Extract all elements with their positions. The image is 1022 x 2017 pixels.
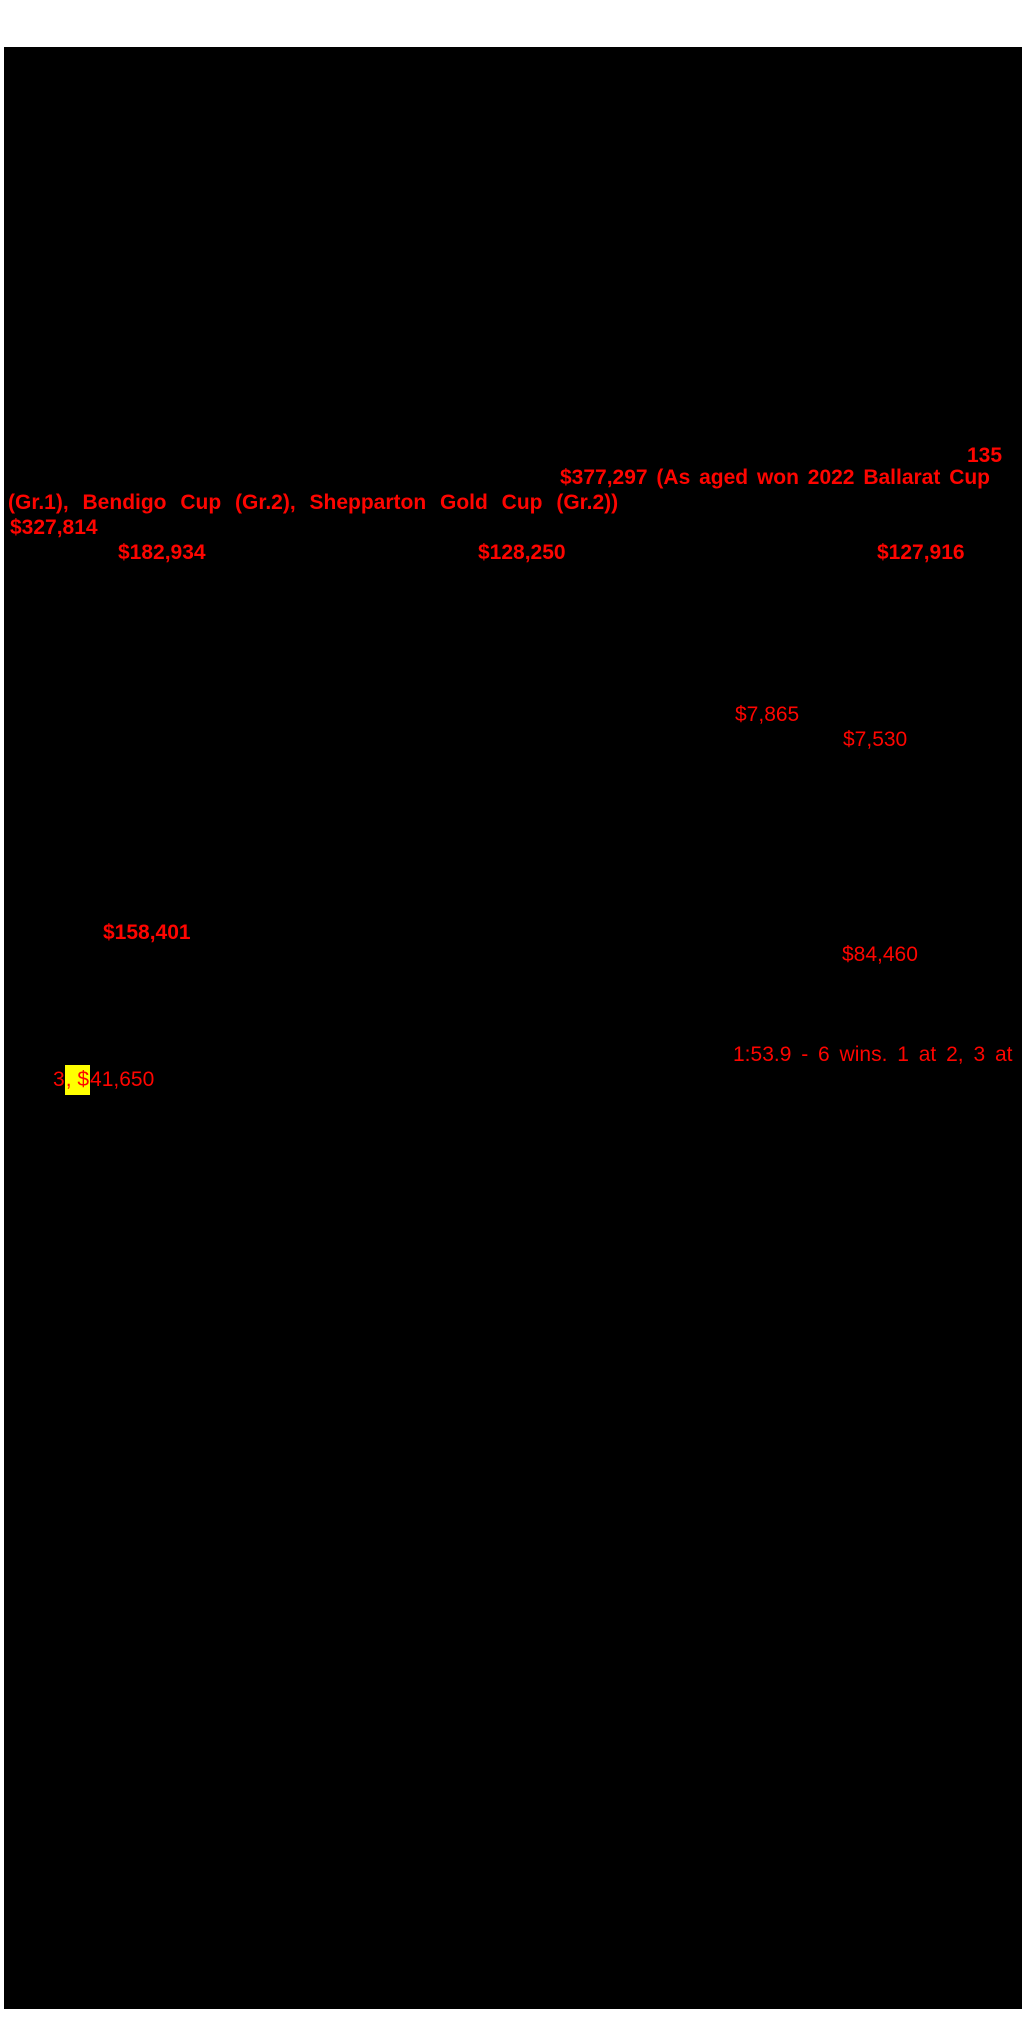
prizemoney-amount-small-1: $7,865	[735, 703, 800, 726]
page-body-blackout	[4, 47, 1022, 2009]
prizemoney-amount-row-center: $128,250	[478, 541, 566, 564]
prizemoney-amount-row-left: $182,934	[118, 541, 206, 564]
race-record-cont-suffix: 41,650	[90, 1068, 155, 1091]
prizemoney-amount-row-right: $127,916	[877, 541, 965, 564]
prizemoney-amount-total: $327,814	[10, 516, 98, 539]
race-record-line: 1:53.9 - 6 wins. 1 at 2, 3 at	[733, 1043, 1013, 1066]
prizemoney-amount-mid-1: $158,401	[103, 921, 191, 944]
race-record-cont-prefix: 3	[53, 1068, 65, 1091]
prizemoney-amount-small-2: $7,530	[843, 728, 908, 751]
race-record-continuation	[53, 1069, 154, 1090]
winnings-note-line-1: $377,297 (As aged won 2022 Ballarat Cup	[560, 466, 991, 489]
page-number: 135	[967, 444, 1003, 467]
search-highlight: , $	[65, 1065, 90, 1095]
winnings-note-line-2: (Gr.1), Bendigo Cup (Gr.2), Shepparton Gold Cup (Gr.2))	[8, 491, 619, 514]
prizemoney-amount-mid-2: $84,460	[842, 943, 918, 966]
